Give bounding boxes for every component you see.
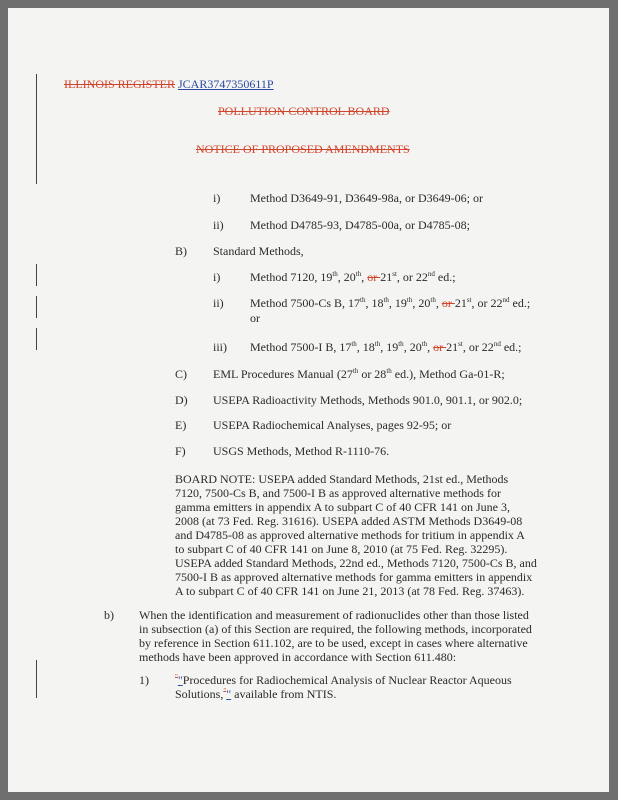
inserted-quote: " xyxy=(177,673,183,687)
board-note-line: BOARD NOTE: USEPA added Standard Methods, 21st ed., Methods xyxy=(175,472,509,486)
document-page xyxy=(8,8,609,792)
item-text: USEPA Radiochemical Analyses, pages 92-95; or xyxy=(213,418,452,432)
item-text: Standard Methods, xyxy=(213,244,304,258)
text-run: 21 xyxy=(380,270,393,284)
text-run: ed.), Method Ga-01-R; xyxy=(391,367,505,381)
change-bar xyxy=(36,660,37,698)
struck-text: or xyxy=(367,270,381,284)
text-run: , or 22 xyxy=(396,270,428,284)
item-text xyxy=(213,367,505,381)
superscript: th xyxy=(351,340,357,348)
item-label: iii) xyxy=(213,340,227,354)
board-note-line: and D4785-08 as approved alternative methods for tritium in appendix A xyxy=(175,528,525,542)
superscript: nd xyxy=(427,270,435,278)
section-b-text xyxy=(139,608,589,664)
board-note-line: 7120, 7500-Cs B, and 7500-I B as approved alternative methods for xyxy=(175,486,501,500)
superscript: st xyxy=(458,340,463,348)
superscript: th xyxy=(360,296,366,304)
struck-text: or xyxy=(433,340,447,354)
superscript: th xyxy=(421,340,428,348)
text-run: , or 22 xyxy=(462,340,494,354)
change-bar xyxy=(36,328,37,350)
register-struck: ILLINOIS REGISTER xyxy=(64,77,175,91)
item-text xyxy=(250,270,456,284)
text-run: , 20 xyxy=(403,340,422,354)
item-text: USGS Methods, Method R-1110-76. xyxy=(213,444,390,458)
notice-header: NOTICE OF PROPOSED AMENDMENTS xyxy=(196,142,410,156)
board-header: POLLUTION CONTROL BOARD xyxy=(218,104,390,118)
text-run: 21 xyxy=(446,340,459,354)
item-label: F) xyxy=(175,444,186,458)
section-label: b) xyxy=(104,608,114,622)
struck-text: or xyxy=(441,296,455,310)
item-label: i) xyxy=(213,270,221,284)
item-text xyxy=(250,296,530,310)
superscript: th xyxy=(383,296,389,304)
superscript: st xyxy=(392,270,397,278)
item-label: 1) xyxy=(139,673,149,687)
item-label: ii) xyxy=(213,296,224,310)
text-run: , 18 xyxy=(356,340,375,354)
text-run: , xyxy=(427,340,434,354)
text-run: , 18 xyxy=(365,296,384,310)
superscript: st xyxy=(466,296,472,304)
superscript: th xyxy=(355,270,362,278)
superscript: th xyxy=(386,367,392,375)
item-text: USEPA Radioactivity Methods, Methods 901.0, 901.1, or 902.0; xyxy=(213,393,523,407)
item-label: B) xyxy=(175,244,187,258)
item-text xyxy=(250,340,521,354)
text-run: EML Procedures Manual (27 xyxy=(213,367,353,381)
item-label: C) xyxy=(175,367,187,381)
board-note-line: USEPA added Standard Methods, 22nd ed., Methods 7120, 7500-Cs B, and xyxy=(175,556,537,570)
change-bar xyxy=(36,264,37,286)
text-run: or 28 xyxy=(358,367,387,381)
board-note xyxy=(175,472,575,598)
section-b-line: When the identification and measurement of radionuclides other than those listed xyxy=(139,608,529,622)
superscript: th xyxy=(398,340,404,348)
section-b-line: methods have been approved in accordance with Section 611.480: xyxy=(139,650,457,664)
text-run: , xyxy=(361,270,368,284)
superscript: th xyxy=(352,367,359,375)
item-text: Method D3649-91, D3649-98a, or D3649-06; or xyxy=(250,191,483,205)
text-run: Method 7120, 19 xyxy=(250,270,333,284)
item-text: Method D4785-93, D4785-00a, or D4785-08; xyxy=(250,218,470,232)
board-note-line: 7500-I B as approved alternative methods for gamma emitters in appendix xyxy=(175,570,533,584)
superscript: th xyxy=(332,270,338,278)
text-run: , xyxy=(435,296,442,310)
text-run: Procedures for Radiochemical Analysis of Nuclear Reactor Aqueous xyxy=(182,673,512,687)
item-1-line xyxy=(175,687,595,701)
change-bar xyxy=(36,74,37,184)
text-run: Solutions, xyxy=(175,687,224,701)
text-run: 21 xyxy=(454,296,467,310)
section-b-line: in subsection (a) of this Section are required, the following methods, incorporated xyxy=(139,622,532,636)
struck-quote: " xyxy=(223,687,227,695)
item-label: E) xyxy=(175,418,187,432)
superscript: nd xyxy=(493,340,501,348)
text-run: , or 22 xyxy=(471,296,503,310)
text-run: ed.; xyxy=(509,296,531,310)
text-run: , 19 xyxy=(380,340,399,354)
struck-quote: " xyxy=(175,673,178,681)
inserted-quote: " xyxy=(226,687,232,701)
board-note-line: 2008 (at 73 Fed. Reg. 31616). USEPA added ASTM Methods D3649-08 xyxy=(175,514,523,528)
text-run: ed.; xyxy=(434,270,456,284)
text-run: ed.; xyxy=(500,340,522,354)
item-1-line xyxy=(175,673,595,687)
item-label: D) xyxy=(175,393,188,407)
item-label: ii) xyxy=(213,218,224,232)
text-run: Method 7500-I B, 17 xyxy=(250,340,352,354)
superscript: nd xyxy=(502,296,510,304)
text-run: , 20 xyxy=(337,270,356,284)
text-run: , 20 xyxy=(412,296,431,310)
superscript: th xyxy=(374,340,381,348)
item-label: i) xyxy=(213,191,221,205)
board-note-line: A to subpart C of 40 CFR 141 on June 21, 2013 (at 78 Fed. Reg. 37463). xyxy=(175,584,525,598)
superscript: th xyxy=(406,296,413,304)
change-bar xyxy=(36,296,37,318)
superscript: th xyxy=(430,296,436,304)
board-note-line: gamma emitters in appendix A to subpart C of 40 CFR 141 on June 3, xyxy=(175,500,510,514)
register-header xyxy=(64,77,274,91)
text-run: Method 7500-Cs B, 17 xyxy=(250,296,361,310)
register-inserted: JCAR3747350611P xyxy=(178,77,274,91)
board-note-line: to subpart C of 40 CFR 141 on June 8, 2010 (at 75 Fed. Reg. 32295). xyxy=(175,542,508,556)
item-1-text xyxy=(175,673,595,701)
item-text-continuation: or xyxy=(250,311,260,325)
text-run: , 19 xyxy=(388,296,407,310)
text-run: available from NTIS. xyxy=(231,687,337,701)
section-b-line: by reference in Section 611.102, are to be used, except in cases where alternative xyxy=(139,636,528,650)
